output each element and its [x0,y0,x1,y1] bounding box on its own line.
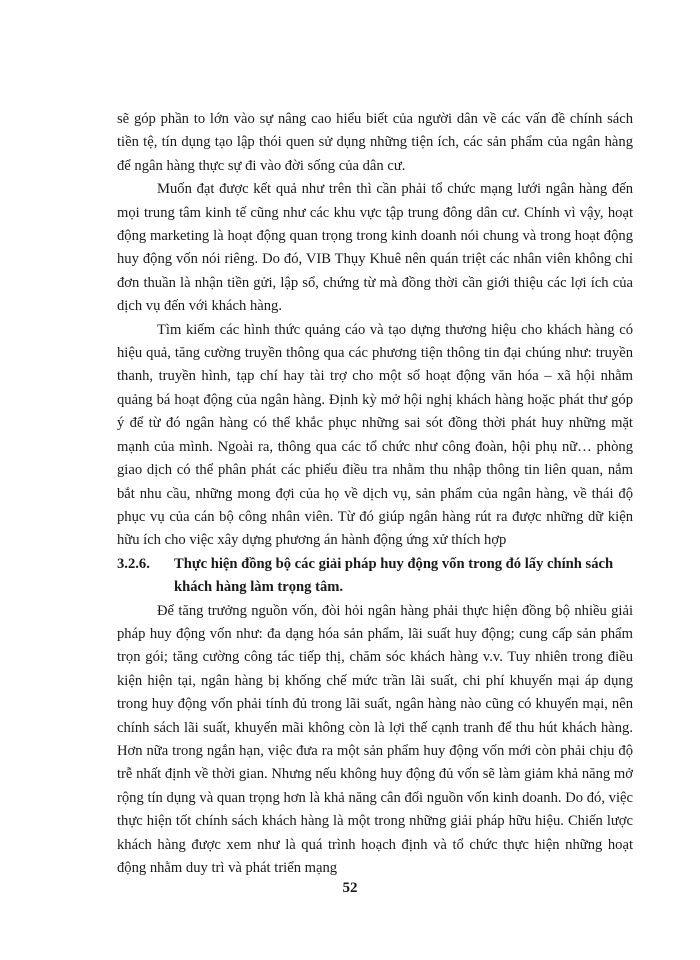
document-page [117,108,633,880]
page-number: 52 [342,880,358,896]
section-title: Thực hiện đồng bộ các giải pháp huy động vốn trong đó lấy chính sách khách hàng làm trọng tâm. [174,555,614,596]
section-heading [117,553,633,600]
paragraph-capital-mobilization: Để tăng trưởng nguồn vốn, đòi hỏi ngân hàng phải thực hiện đồng bộ nhiều giải pháp huy động vốn như: đa dạng hóa sản phẩm, lãi suất huy động; cung cấp sản phẩm trọn gói; tăng cường công tác tiếp thị, chăm sóc khách hàng v.v. Tuy nhiên trong điều kiện hiện tại, ngân hàng bị khống chế mức trần lãi suất, chi phí khuyến mại áp dụng trong huy động vốn phải tính đủ trong lãi suất, ngân hàng nào cũng có khuyến mại, nên chính sách lãi suất, khuyến mãi không còn là lợi thế cạnh tranh để thu hút khách hàng. Hơn nữa trong ngắn hạn, việc đưa ra một sản phẩm huy động vốn mới còn phải chịu độ trễ nhất định về thời gian. Nhưng nếu không huy động đủ vốn sẽ làm giảm khả năng mở rộng tín dụng và quan trọng hơn là khả năng cân đối nguồn vốn kinh doanh. Do đó, việc thực hiện tốt chính sách khách hàng là một trong những giải pháp hữu hiệu. Chiến lược khách hàng được xem như là quá trình hoạch định và tổ chức thực hiện những hoạt động nhằm duy trì và phát triển mạng [117,602,633,876]
paragraph-network: Muốn đạt được kết quả như trên thì cần phải tổ chức mạng lưới ngân hàng đến mọi trung tâm kinh tế cũng như các khu vực tập trung đông dân cư. Chính vì vậy, hoạt động marketing là hoạt động quan trọng trong kinh doanh nói chung và trong hoạt động huy động vốn nói riêng. Do đó, VIB Thụy Khuê nên quán triệt các nhân viên không chỉ đơn thuần là nhận tiền gửi, lập sổ, chứng từ mà đồng thời cần giới thiệu các lợi ích của dịch vụ đến với khách hàng. [117,181,633,315]
section-number: 3.2.6. [117,555,150,572]
paragraph-continuation: sẽ góp phần to lớn vào sự nâng cao hiểu biết của người dân về các vấn đề chính sách tiền tệ, tín dụng tạo lập thói quen sử dụng những tiện ích, các sản phẩm của ngân hàng để ngân hàng thực sự đi vào đời sống của dân cư. [117,111,633,174]
paragraph-advertising: Tìm kiếm các hình thức quảng cáo và tạo dựng thương hiệu cho khách hàng có hiệu quả, tăng cường truyền thông qua các phương tiện thông tin đại chúng như: truyền thanh, truyền hình, tạp chí hay tài trợ cho một số hoạt động văn hóa – xã hội nhằm quảng bá hoạt động của ngân hàng. Định kỳ mở hội nghị khách hàng hoặc phát thư góp ý để từ đó ngân hàng có thể khắc phục những sai sót đồng thời phát huy những mặt mạnh của mình. Ngoài ra, thông qua các tổ chức như công đoàn, hội phụ nữ… phòng giao dịch có thể phân phát các phiếu điều tra nhằm thu nhập thông tin liên quan, nắm bắt nhu cầu, những mong đợi của họ về dịch vụ, sản phẩm của ngân hàng, về thái độ phục vụ của cán bộ công nhân viên. Từ đó giúp ngân hàng rút ra được những dữ kiện hữu ích cho việc xây dựng phương án hành động ứng xử thích hợp [117,321,633,549]
